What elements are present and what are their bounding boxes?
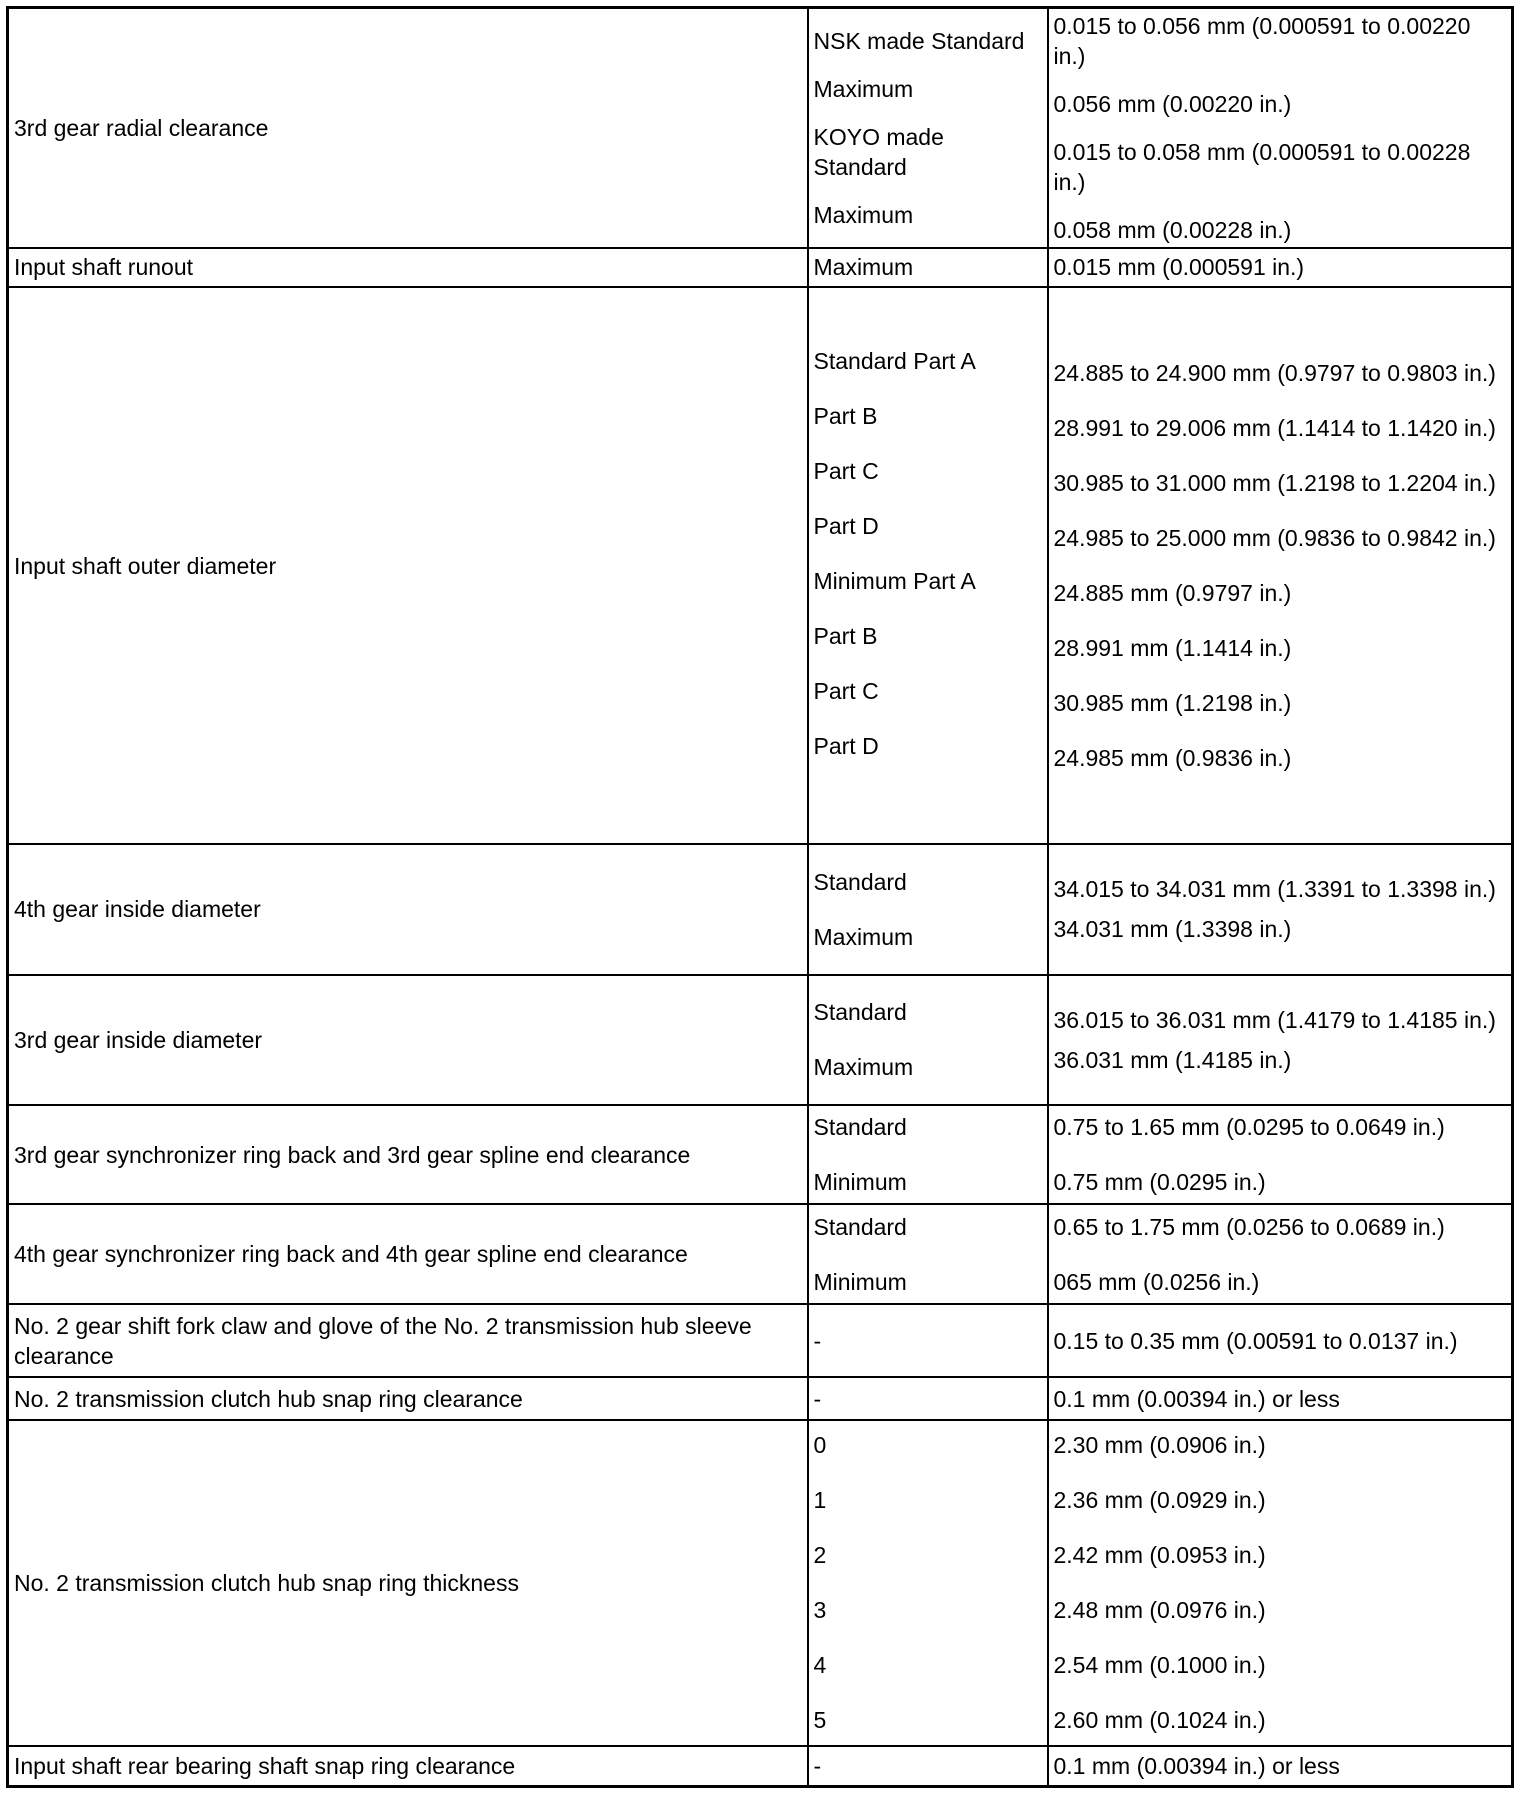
table-row (8, 287, 1513, 845)
condition-label: Maximum (813, 254, 914, 281)
value-label: 24.985 to 25.000 mm (0.9836 to 0.9842 in.) (1053, 525, 1496, 552)
value-label: 24.885 mm (0.9797 in.) (1053, 580, 1292, 607)
condition-label: Part C (813, 677, 879, 704)
value-label: 34.015 to 34.031 mm (1.3391 to 1.3398 in.) (1053, 876, 1496, 903)
value-cell (1048, 1420, 1513, 1746)
condition-label: Part B (813, 622, 878, 649)
value-label: 0.015 to 0.058 mm (0.000591 to 0.00228 in.) (1053, 139, 1471, 196)
value-label: 0.15 to 0.35 mm (0.00591 to 0.0137 in.) (1053, 1327, 1458, 1354)
condition-label: NSK made Standard (813, 28, 1025, 55)
condition-label: - (813, 1385, 822, 1412)
value-label: 30.985 mm (1.2198 in.) (1053, 690, 1292, 717)
value-label: 0.058 mm (0.00228 in.) (1053, 217, 1292, 244)
condition-cell (808, 1304, 1048, 1377)
value-cell (1048, 1377, 1513, 1420)
item-cell (8, 975, 808, 1105)
item-label: 3rd gear synchronizer ring back and 3rd gear spline end clearance (14, 1141, 691, 1168)
value-label: 0.1 mm (0.00394 in.) or less (1053, 1752, 1340, 1779)
value-label: 2.60 mm (0.1024 in.) (1053, 1707, 1266, 1734)
table-row (8, 975, 1513, 1105)
item-cell (8, 1304, 808, 1377)
condition-cell (808, 1377, 1048, 1420)
value-label: 2.30 mm (0.0906 in.) (1053, 1432, 1266, 1459)
value-label: 30.985 to 31.000 mm (1.2198 to 1.2204 in.) (1053, 470, 1496, 497)
condition-label: Maximum (813, 1054, 914, 1081)
value-label: 2.42 mm (0.0953 in.) (1053, 1542, 1266, 1569)
table-row (8, 844, 1513, 974)
condition-label: KOYO made Standard (813, 124, 944, 181)
condition-label: Standard (813, 999, 907, 1026)
table-row (8, 1746, 1513, 1787)
condition-label: Part C (813, 457, 879, 484)
item-cell (8, 1420, 808, 1746)
value-label: 24.985 mm (0.9836 in.) (1053, 745, 1292, 772)
condition-label: Part D (813, 732, 879, 759)
condition-cell (808, 844, 1048, 974)
condition-label: Standard (813, 1213, 907, 1240)
item-label: No. 2 gear shift fork claw and glove of the No. 2 transmission hub sleeve clearance (14, 1312, 752, 1369)
value-cell (1048, 287, 1513, 845)
value-label: 34.031 mm (1.3398 in.) (1053, 916, 1292, 943)
condition-label: 4 (813, 1652, 827, 1679)
value-label: 0.75 mm (0.0295 in.) (1053, 1169, 1266, 1196)
condition-label: Minimum (813, 1268, 907, 1295)
table-row (8, 1204, 1513, 1304)
condition-cell (808, 1746, 1048, 1787)
value-label: 2.48 mm (0.0976 in.) (1053, 1597, 1266, 1624)
condition-label: Minimum Part A (813, 567, 976, 594)
value-cell (1048, 1304, 1513, 1377)
value-cell (1048, 248, 1513, 287)
value-cell (1048, 975, 1513, 1105)
table-row (8, 1377, 1513, 1420)
table-row (8, 248, 1513, 287)
item-cell (8, 1204, 808, 1304)
condition-label: Maximum (813, 76, 914, 103)
item-label: 4th gear synchronizer ring back and 4th gear spline end clearance (14, 1241, 688, 1268)
condition-label: Minimum (813, 1169, 907, 1196)
condition-label: Maximum (813, 923, 914, 950)
value-label: 0.75 to 1.65 mm (0.0295 to 0.0649 in.) (1053, 1114, 1445, 1141)
value-label: 065 mm (0.0256 in.) (1053, 1268, 1260, 1295)
item-cell (8, 1105, 808, 1205)
condition-cell (808, 975, 1048, 1105)
item-cell (8, 287, 808, 845)
value-cell (1048, 844, 1513, 974)
condition-label: Standard (813, 1114, 907, 1141)
item-cell (8, 844, 808, 974)
value-cell (1048, 1746, 1513, 1787)
condition-cell (808, 1420, 1048, 1746)
condition-cell (808, 287, 1048, 845)
value-cell (1048, 8, 1513, 249)
condition-label: Part B (813, 402, 878, 429)
item-label: Input shaft runout (14, 254, 194, 281)
condition-label: Maximum (813, 202, 914, 229)
condition-cell (808, 8, 1048, 249)
value-label: 36.015 to 36.031 mm (1.4179 to 1.4185 in.) (1053, 1006, 1496, 1033)
item-label: 4th gear inside diameter (14, 896, 261, 923)
table-row (8, 1304, 1513, 1377)
item-label: No. 2 transmission clutch hub snap ring clearance (14, 1385, 523, 1412)
item-cell (8, 1377, 808, 1420)
value-cell (1048, 1204, 1513, 1304)
condition-label: - (813, 1327, 822, 1354)
value-label: 36.031 mm (1.4185 in.) (1053, 1046, 1292, 1073)
spec-table (6, 6, 1514, 1788)
item-cell (8, 8, 808, 249)
value-label: 0.056 mm (0.00220 in.) (1053, 91, 1292, 118)
item-cell (8, 1746, 808, 1787)
table-row (8, 1105, 1513, 1205)
condition-label: 5 (813, 1707, 827, 1734)
condition-label: 0 (813, 1432, 827, 1459)
item-cell (8, 248, 808, 287)
item-label: No. 2 transmission clutch hub snap ring thickness (14, 1569, 519, 1596)
value-label: 0.1 mm (0.00394 in.) or less (1053, 1385, 1340, 1412)
table-row (8, 8, 1513, 249)
value-label: 2.54 mm (0.1000 in.) (1053, 1652, 1266, 1679)
condition-cell (808, 248, 1048, 287)
value-label: 28.991 mm (1.1414 in.) (1053, 635, 1292, 662)
condition-label: Standard (813, 868, 907, 895)
value-label: 0.65 to 1.75 mm (0.0256 to 0.0689 in.) (1053, 1213, 1445, 1240)
value-label: 2.36 mm (0.0929 in.) (1053, 1487, 1266, 1514)
value-label: 0.015 mm (0.000591 in.) (1053, 254, 1305, 281)
condition-label: 1 (813, 1487, 827, 1514)
item-label: Input shaft outer diameter (14, 552, 277, 579)
condition-label: Part D (813, 512, 879, 539)
value-cell (1048, 1105, 1513, 1205)
value-label: 24.885 to 24.900 mm (0.9797 to 0.9803 in.) (1053, 360, 1496, 387)
table-row (8, 1420, 1513, 1746)
condition-label: 2 (813, 1542, 827, 1569)
item-label: 3rd gear inside diameter (14, 1026, 263, 1053)
condition-cell (808, 1204, 1048, 1304)
condition-label: - (813, 1752, 822, 1779)
item-label: 3rd gear radial clearance (14, 115, 269, 142)
value-label: 0.015 to 0.056 mm (0.000591 to 0.00220 in.) (1053, 13, 1471, 70)
value-label: 28.991 to 29.006 mm (1.1414 to 1.1420 in.) (1053, 415, 1496, 442)
condition-label: 3 (813, 1597, 827, 1624)
condition-label: Standard Part A (813, 347, 976, 374)
condition-cell (808, 1105, 1048, 1205)
item-label: Input shaft rear bearing shaft snap ring clearance (14, 1752, 516, 1779)
